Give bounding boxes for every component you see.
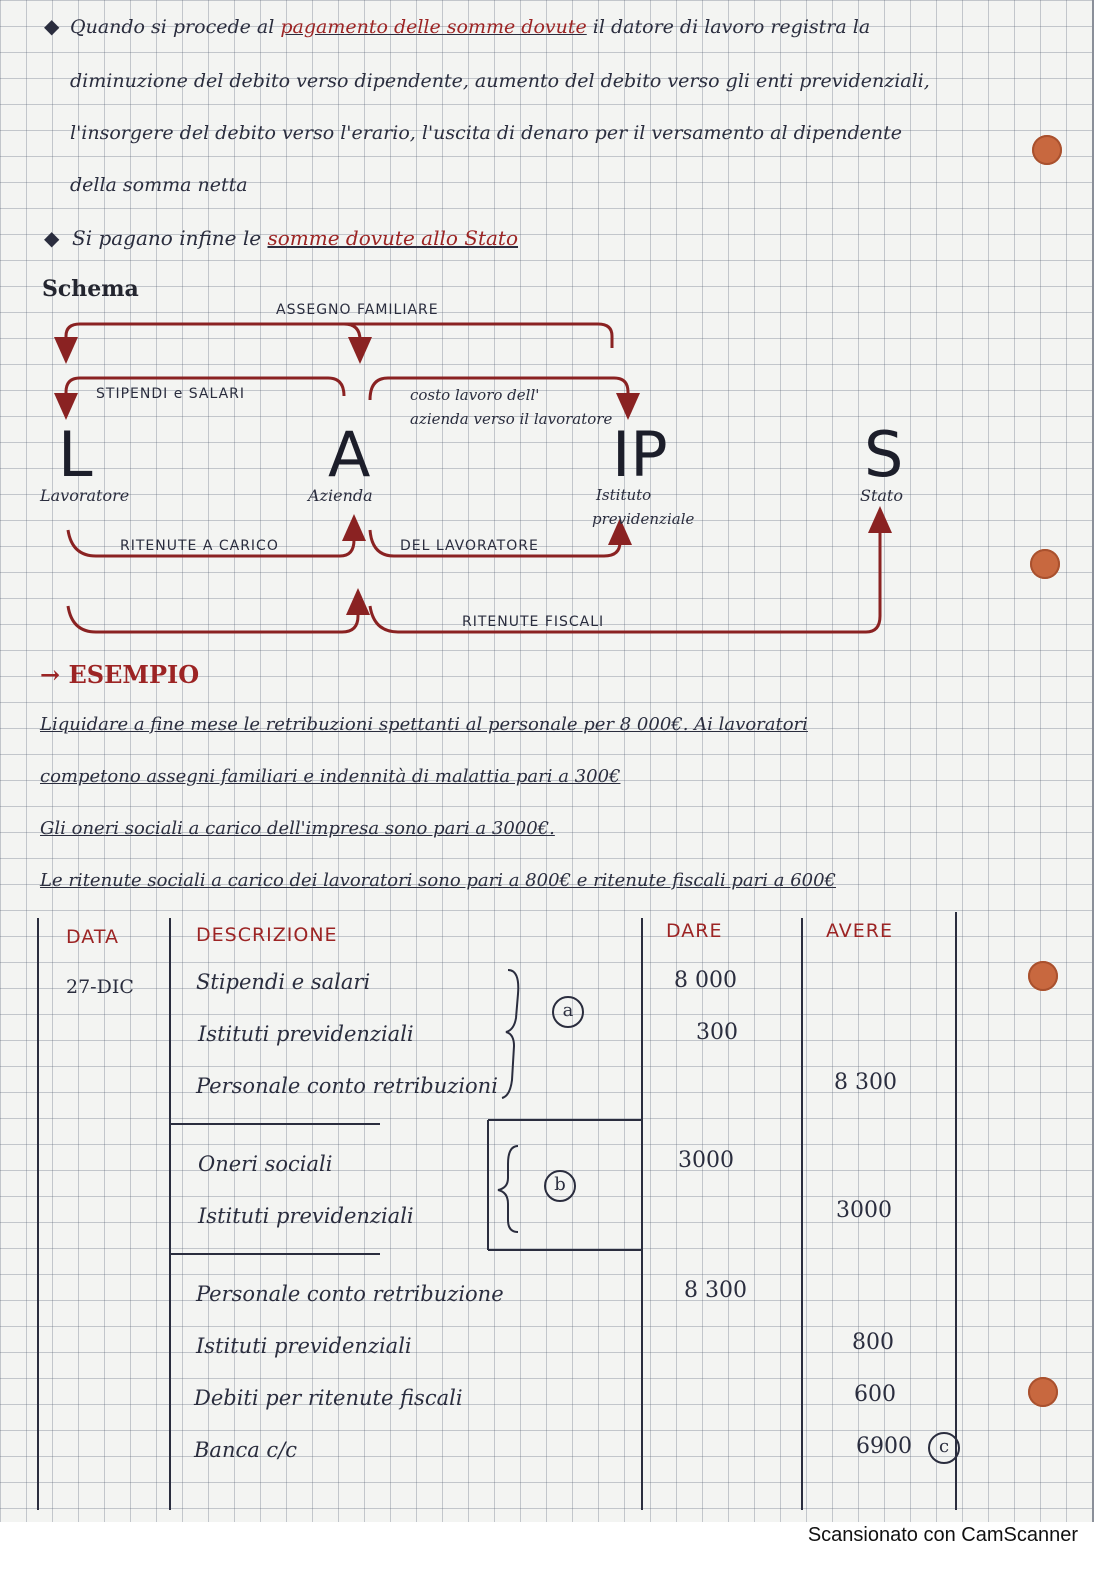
header-dare: DARE — [666, 920, 723, 942]
label-del-lavoratore: DEL LAVORATORE — [400, 538, 539, 554]
header-descrizione: DESCRIZIONE — [196, 924, 338, 946]
example-line-2: competono assegni familiari e indennità di malattia pari a 300€ — [40, 766, 621, 787]
arrow-fiscali-left — [68, 600, 358, 632]
arrow-fiscali-right — [370, 518, 880, 632]
journal-debit: 3000 — [678, 1148, 734, 1173]
label-ritenute-carico: RITENUTE A CARICO — [120, 538, 279, 554]
journal-debit: 300 — [696, 1020, 738, 1045]
label-ritenute-fiscali: RITENUTE FISCALI — [462, 614, 605, 630]
journal-credit: 3000 — [836, 1198, 892, 1223]
entity-name-lavoratore: Lavoratore — [40, 486, 130, 505]
date-cell: 27-DIC — [66, 976, 134, 998]
entity-letter-s: S — [864, 418, 904, 491]
journal-debit: 8 300 — [684, 1278, 747, 1303]
journal-credit: 8 300 — [834, 1070, 897, 1095]
journal-credit: 800 — [852, 1330, 894, 1355]
example-heading-text: ESEMPIO — [68, 660, 200, 689]
entry-mark-c: c — [928, 1432, 960, 1464]
scanner-footer: Scansionato con CamScanner — [807, 1524, 1078, 1546]
label-assegno: ASSEGNO FAMILIARE — [276, 302, 439, 318]
entity-name-previdenziale: previdenziale — [592, 510, 695, 528]
header-avere: AVERE — [826, 920, 893, 942]
header-data: DATA — [66, 926, 119, 948]
entry-mark-b: b — [544, 1170, 576, 1202]
example-line-4: Le ritenute sociali a carico dei lavoratori sono pari a 800€ e ritenute fiscali pari a 600€ — [40, 870, 836, 891]
journal-credit: 6900 — [856, 1434, 912, 1459]
note-text: Si pagano infine le — [72, 226, 268, 250]
bullet-icon: ◆ — [44, 226, 60, 250]
schema-heading: Schema — [42, 276, 139, 302]
note-highlight: pagamento delle somme dovute — [280, 16, 587, 38]
journal-desc: Istituti previdenziali — [196, 1334, 412, 1358]
note-highlight: somme dovute allo Stato — [267, 226, 519, 250]
journal-desc: Istituti previdenziali — [198, 1022, 414, 1046]
label-stipendi: STIPENDI e SALARI — [96, 386, 246, 402]
entity-name-istituto: Istituto — [596, 486, 652, 504]
label-costo-1: costo lavoro dell' — [410, 386, 540, 404]
entry-mark-a: a — [552, 996, 584, 1028]
entity-letter-ip: IP — [612, 418, 668, 491]
example-line-1: Liquidare a fine mese le retribuzioni spettanti al personale per 8 000€. Ai lavoratori — [40, 714, 808, 735]
journal-desc: Istituti previdenziali — [198, 1204, 414, 1228]
entity-letter-l: L — [58, 418, 93, 491]
note-line-2: diminuzione del debito verso dipendente, aumento del debito verso gli enti previdenziali, — [70, 70, 930, 92]
entity-name-azienda: Azienda — [308, 486, 373, 505]
note-text: Quando si procede al — [70, 16, 281, 38]
example-line-3: Gli oneri sociali a carico dell'impresa sono pari a 3000€. — [40, 818, 555, 839]
entity-letter-a: A — [328, 418, 371, 491]
label-costo-2: azienda verso il lavoratore — [410, 410, 613, 428]
journal-desc: Banca c/c — [194, 1438, 298, 1462]
journal-credit: 600 — [854, 1382, 896, 1407]
note-line-4: della somma netta — [70, 174, 248, 196]
entity-name-stato: Stato — [860, 486, 903, 505]
arrow-right-icon: → — [40, 660, 69, 689]
example-heading — [40, 660, 199, 689]
arrow-assegno-left — [66, 324, 612, 352]
bullet-icon: ◆ — [44, 14, 60, 38]
note-line-3: l'insorgere del debito verso l'erario, l'uscita di denaro per il versamento al dipendente — [70, 122, 903, 144]
note-text: il datore di lavoro registra la — [586, 16, 871, 38]
journal-desc: Debiti per ritenute fiscali — [194, 1386, 463, 1410]
journal-debit: 8 000 — [674, 968, 737, 993]
journal-desc: Stipendi e salari — [196, 970, 371, 994]
journal-desc: Personale conto retribuzioni — [196, 1074, 498, 1098]
journal-desc: Personale conto retribuzione — [196, 1282, 504, 1306]
journal-desc: Oneri sociali — [198, 1152, 333, 1176]
arrow-assegno-right — [344, 324, 360, 352]
